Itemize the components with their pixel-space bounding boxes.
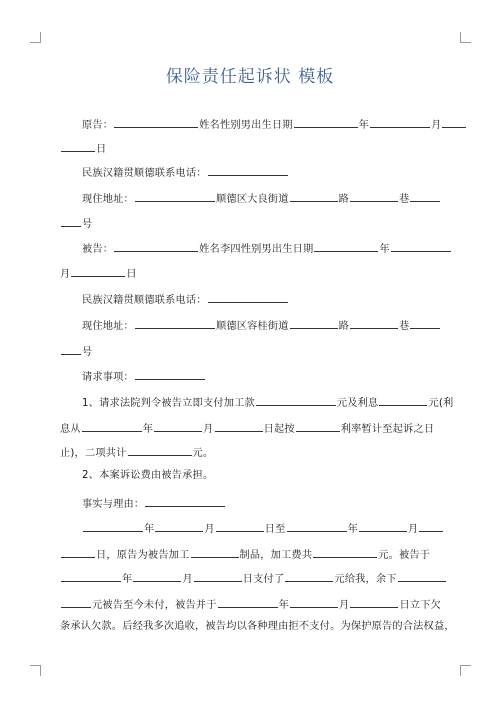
crop-mark-top-left (30, 32, 41, 43)
crop-mark-bottom-left (30, 665, 41, 676)
claim-2-line: 2、本案诉讼费由被告承担。 (82, 470, 214, 481)
blank-field[interactable] (350, 317, 398, 329)
blank-field[interactable] (410, 317, 440, 329)
facts-heading: 事实与理由： (82, 495, 226, 512)
blank-field[interactable] (194, 570, 242, 582)
facts-line-1: 年 月 日至 年 月 (82, 520, 444, 537)
blank-field[interactable] (61, 546, 95, 558)
blank-field[interactable] (133, 570, 181, 582)
defendant-ethnic-line: 民族汉籍贯顺德联系电话： (82, 291, 289, 308)
plaintiff-address-line: 现住地址： 顺德区大良街道 路 巷 (82, 190, 441, 207)
defendant-address-line: 现住地址： 顺德区容桂街道 路 巷 (82, 317, 441, 334)
blank-field[interactable] (285, 570, 333, 582)
crop-mark-top-right (460, 32, 471, 43)
blank-field[interactable] (128, 444, 192, 456)
blank-field[interactable] (287, 520, 347, 532)
blank-field[interactable] (82, 420, 142, 432)
blank-field[interactable] (350, 190, 398, 202)
blank-field[interactable] (359, 520, 407, 532)
blank-field[interactable] (155, 520, 203, 532)
blank-field[interactable] (370, 116, 430, 128)
defendant-address-cont: 号 (60, 343, 92, 360)
document-title: 保险责任起诉状 模板 (165, 67, 335, 87)
blank-field[interactable] (135, 317, 215, 329)
blank-field[interactable] (135, 368, 205, 380)
blank-field[interactable] (350, 596, 398, 608)
blank-field[interactable] (313, 546, 377, 558)
plaintiff-line-cont: 日 (60, 140, 106, 157)
plaintiff-ethnic-line: 民族汉籍贯顺德联系电话： (82, 164, 289, 181)
blank-field[interactable] (290, 317, 338, 329)
defendant-line: 被告： 姓名李四性别男出生日期 年 (82, 240, 452, 257)
blank-field[interactable] (410, 190, 440, 202)
facts-line-5: 条承认欠款。后经我多次追收，被告均以各种理由拒不支付。为保护原告的合法权益， (60, 621, 455, 632)
blank-field[interactable] (442, 116, 466, 128)
claims-heading: 请求事项： (82, 368, 206, 385)
blank-field[interactable] (391, 240, 451, 252)
blank-field[interactable] (145, 495, 225, 507)
blank-field[interactable] (294, 116, 358, 128)
blank-field[interactable] (61, 596, 91, 608)
blank-field[interactable] (191, 546, 239, 558)
blank-field[interactable] (379, 394, 427, 406)
blank-field[interactable] (208, 291, 288, 303)
blank-field[interactable] (71, 265, 125, 277)
blank-field[interactable] (215, 420, 263, 432)
blank-field[interactable] (154, 420, 202, 432)
blank-field[interactable] (290, 596, 338, 608)
blank-field[interactable] (419, 520, 443, 532)
claim-1-line-2: 息从 年 月 日起按 利率暂计至起诉之日 (60, 420, 434, 437)
blank-field[interactable] (61, 215, 81, 227)
blank-field[interactable] (114, 240, 198, 252)
blank-field[interactable] (61, 570, 121, 582)
blank-field[interactable] (398, 570, 446, 582)
blank-field[interactable] (216, 520, 264, 532)
blank-field[interactable] (256, 394, 336, 406)
crop-mark-bottom-right (460, 665, 471, 676)
defendant-line-cont: 月 日 (60, 265, 137, 282)
plaintiff-line: 原告： 姓名性别男出生日期 年 月 (82, 116, 467, 133)
blank-field[interactable] (290, 190, 338, 202)
claim-1-line-3: 止)，二项共计 元。 (60, 444, 213, 461)
blank-field[interactable] (61, 343, 81, 355)
blank-field[interactable] (218, 596, 278, 608)
blank-field[interactable] (114, 116, 198, 128)
facts-line-3: 年 月 日支付了 元给我，余下 (60, 570, 447, 587)
blank-field[interactable] (314, 240, 378, 252)
blank-field[interactable] (61, 140, 95, 152)
blank-field[interactable] (83, 520, 143, 532)
plaintiff-address-cont: 号 (60, 215, 92, 232)
blank-field[interactable] (296, 420, 340, 432)
blank-field[interactable] (135, 190, 215, 202)
blank-field[interactable] (208, 164, 288, 176)
facts-line-2: 日，原告为被告加工 制品，加工费共 元。被告于 (60, 546, 430, 563)
facts-line-4: 元被告至今未付，被告并于 年 月 日立下欠 (60, 596, 441, 613)
claim-1-line: 1、请求法院判令被告立即支付加工款 元及利息 元(利 (82, 394, 453, 411)
